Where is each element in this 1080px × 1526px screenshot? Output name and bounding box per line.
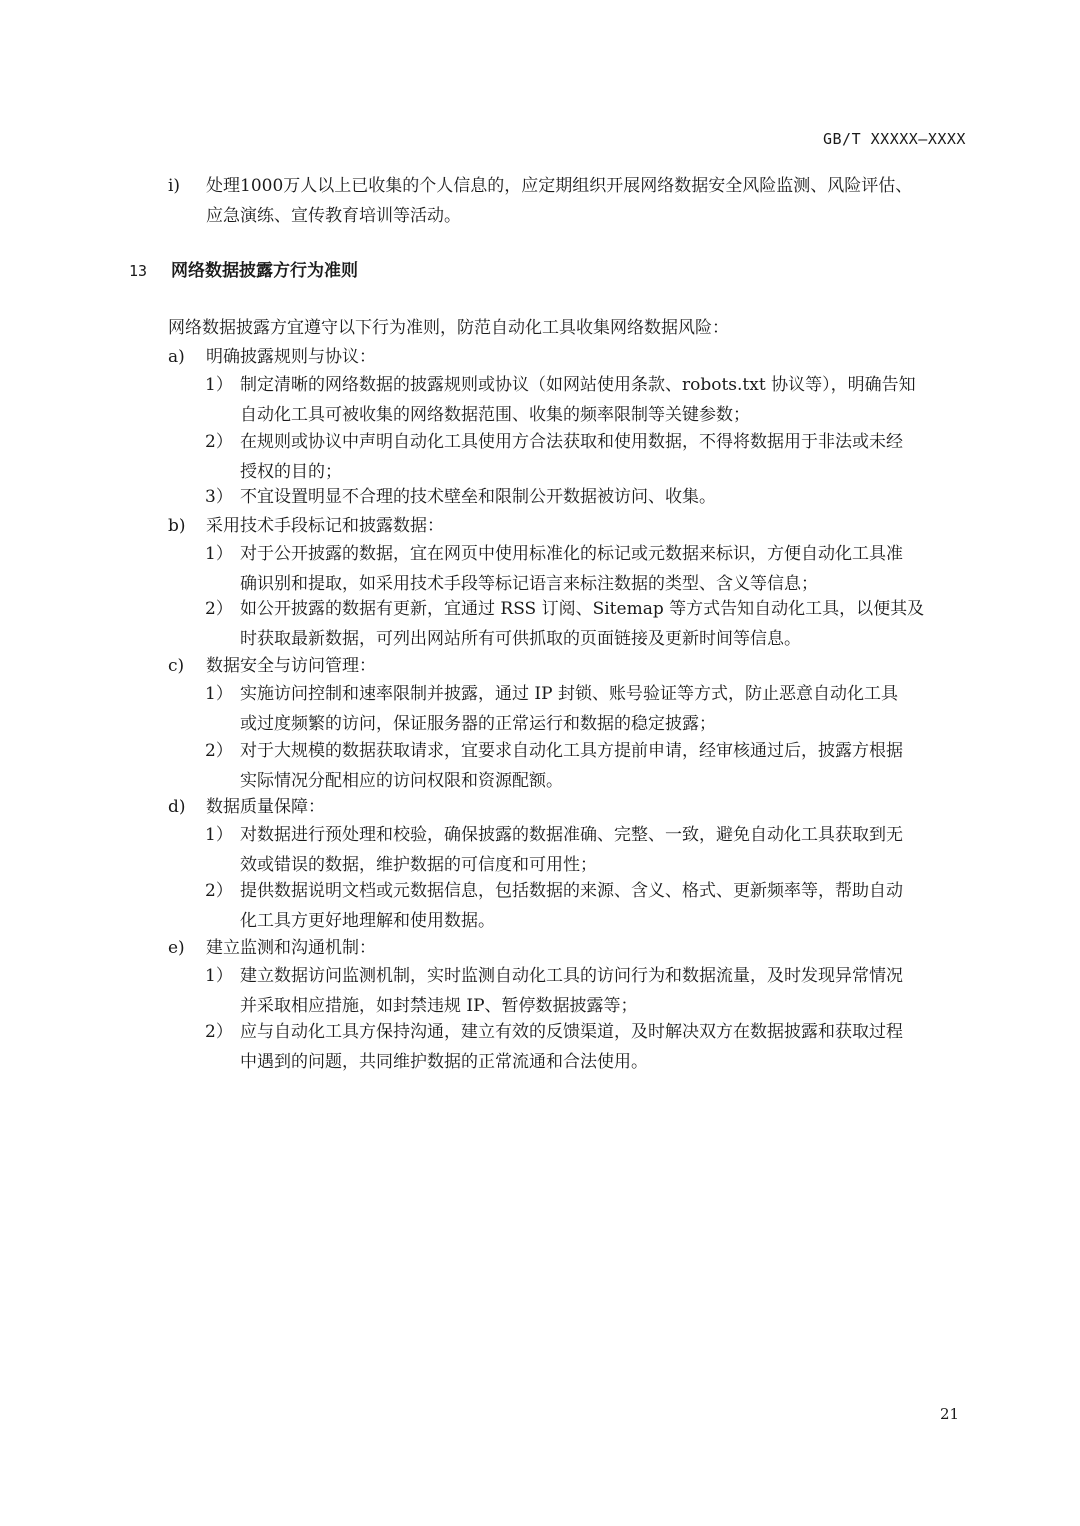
subitem-a1 (205, 370, 980, 430)
subitem-c1 (205, 679, 980, 739)
line-2: 中遇到的问题，共同维护数据的正常流通和合法使用。 (240, 1052, 648, 1072)
line-1: 对于公开披露的数据，宜在网页中使用标准化的标记或元数据来标识，方便自动化工具准 (240, 544, 903, 564)
line-2: 或过度频繁的访问，保证服务器的正常运行和数据的稳定披露； (240, 714, 716, 734)
line-1: 不宜设置明显不合理的技术壁垒和限制公开数据被访问、收集。 (240, 487, 716, 507)
line-1: 如公开披露的数据有更新，宜通过 RSS 订阅、Sitemap 等方式告知自动化工具，以便其及 (240, 599, 925, 619)
list-marker: d) (168, 797, 186, 817)
list-item-b (168, 511, 981, 541)
sublist-marker: 2） (205, 1022, 233, 1042)
line-1: 应与自动化工具方保持沟通，建立有效的反馈渠道，及时解决双方在数据披露和获取过程 (240, 1022, 903, 1042)
line-2: 化工具方更好地理解和使用数据。 (240, 911, 495, 931)
section-title: 网络数据披露方行为准则 (171, 261, 358, 281)
list-item-a (168, 342, 981, 372)
line-1: 在规则或协议中声明自动化工具使用方合法获取和使用数据，不得将数据用于非法或未经 (240, 432, 903, 452)
list-marker: a) (168, 347, 185, 367)
section-intro: 网络数据披露方宜遵守以下行为准则，防范自动化工具收集网络数据风险： (168, 318, 729, 338)
subitem-a3 (205, 482, 980, 512)
sublist-marker: 1） (205, 825, 233, 845)
subitem-e1 (205, 961, 980, 1021)
document-code-header: GB/T XXXXX—XXXX (823, 130, 966, 148)
item-label: 明确披露规则与协议： (206, 347, 376, 367)
line-1: 处理1000万人以上已收集的个人信息的，应定期组织开展网络数据安全风险监测、风险评估、 (206, 176, 913, 196)
item-label: 建立监测和沟通机制： (206, 938, 376, 958)
subitem-b1 (205, 539, 980, 599)
line-1: 建立数据访问监测机制，实时监测自动化工具的访问行为和数据流量，及时发现异常情况 (240, 966, 903, 986)
subitem-c2 (205, 736, 980, 796)
sublist-marker: 1） (205, 544, 233, 564)
section-number: 13 (129, 262, 148, 280)
sublist-marker: 1） (205, 684, 233, 704)
subitem-a2 (205, 427, 980, 487)
line-1: 对于大规模的数据获取请求，宜要求自动化工具方提前申请，经审核通过后，披露方根据 (240, 741, 903, 761)
item-label: 数据安全与访问管理： (206, 656, 376, 676)
list-item-d (168, 792, 981, 822)
line-2: 自动化工具可被收集的网络数据范围、收集的频率限制等关键参数； (240, 405, 750, 425)
list-marker: b) (168, 516, 186, 536)
line-2: 确识别和提取，如采用技术手段等标记语言来标注数据的类型、含义等信息； (240, 574, 818, 594)
subitem-b2 (205, 594, 980, 654)
section-heading (129, 256, 358, 286)
list-item-e (168, 933, 981, 963)
list-marker: i) (168, 176, 181, 196)
line-2: 时获取最新数据，可列出网站所有可供抓取的页面链接及更新时间等信息。 (240, 629, 801, 649)
list-item-i (168, 171, 981, 231)
line-2: 实际情况分配相应的访问权限和资源配额。 (240, 771, 563, 791)
sublist-marker: 2） (205, 881, 233, 901)
line-1: 提供数据说明文档或元数据信息，包括数据的来源、含义、格式、更新频率等，帮助自动 (240, 881, 903, 901)
sublist-marker: 2） (205, 741, 233, 761)
line-1: 制定清晰的网络数据的披露规则或协议（如网站使用条款、robots.txt 协议等），明确告知 (240, 375, 916, 395)
subitem-e2 (205, 1017, 980, 1077)
sublist-marker: 3） (205, 487, 233, 507)
line-2: 授权的目的； (240, 462, 342, 482)
line-2: 效或错误的数据，维护数据的可信度和可用性； (240, 855, 597, 875)
subitem-d2 (205, 876, 980, 936)
sublist-marker: 2） (205, 432, 233, 452)
sublist-marker: 1） (205, 966, 233, 986)
list-item-c (168, 651, 981, 681)
sublist-marker: 1） (205, 375, 233, 395)
line-1: 对数据进行预处理和校验，确保披露的数据准确、完整、一致，避免自动化工具获取到无 (240, 825, 903, 845)
subitem-d1 (205, 820, 980, 880)
page-number: 21 (940, 1405, 960, 1423)
item-label: 采用技术手段标记和披露数据： (206, 516, 444, 536)
line-1: 实施访问控制和速率限制并披露，通过 IP 封锁、账号验证等方式，防止恶意自动化工具 (240, 684, 898, 704)
line-2: 应急演练、宣传教育培训等活动。 (206, 206, 461, 226)
item-label: 数据质量保障： (206, 797, 325, 817)
line-2: 并采取相应措施，如封禁违规 IP、暂停数据披露等； (240, 996, 638, 1016)
list-marker: c) (168, 656, 185, 676)
sublist-marker: 2） (205, 599, 233, 619)
list-marker: e) (168, 938, 185, 958)
